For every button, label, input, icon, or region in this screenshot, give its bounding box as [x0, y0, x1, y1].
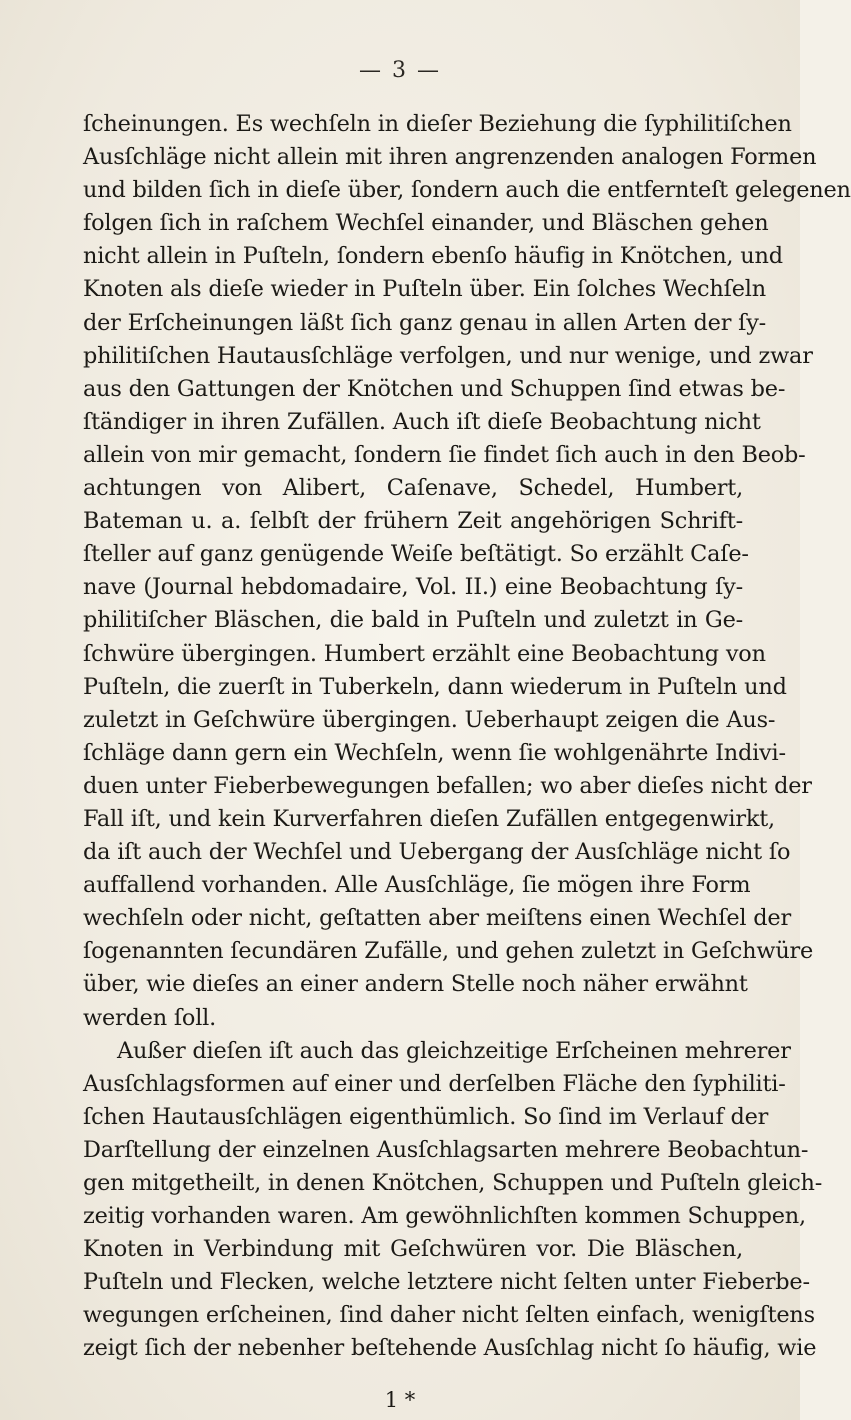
- text-line: der Erſcheinungen läßt ſich ganz genau in allen Arten der ſy-: [83, 309, 767, 336]
- text-line: über, wie dieſes an einer andern Stelle noch näher erwähnt: [83, 971, 748, 998]
- text-line: Knoten als dieſe wieder in Puſteln über. Ein ſolches Wechſeln: [83, 276, 766, 303]
- text-line: nave (Journal hebdomadaire, Vol. II.) eine Beobachtung ſy-: [83, 574, 743, 601]
- text-line: Bateman u. a. ſelbſt der frühern Zeit angehörigen Schrift-: [83, 508, 743, 535]
- text-line: Puſteln und Flecken, welche letztere nicht ſelten unter Fieberbe-: [83, 1269, 810, 1296]
- text-line: ſchen Hautausſchlägen eigenthümlich. So ſind im Verlauf der: [83, 1103, 769, 1130]
- text-line: wegungen erſcheinen, ſind daher nicht ſelten einfach, wenigſtens: [83, 1302, 815, 1329]
- text-line: allein von mir gemacht, ſondern ſie findet ſich auch in den Beob-: [83, 441, 806, 468]
- text-line: ſchwüre übergingen. Humbert erzählt eine Beobachtung von: [83, 640, 766, 667]
- text-line: achtungen von Alibert, Caſenave, Schedel, Humbert,: [83, 475, 743, 502]
- text-line: Ausſchläge nicht allein mit ihren angrenzenden analogen Formen: [83, 144, 817, 171]
- text-line: duen unter Fieberbewegungen befallen; wo aber dieſes nicht der: [83, 772, 812, 799]
- signature-mark: 1 *: [384, 1388, 416, 1412]
- text-line: da iſt auch der Wechſel und Uebergang der Ausſchläge nicht ſo: [83, 839, 791, 866]
- text-line: ſogenannten ſecundären Zufälle, und gehen zuletzt in Geſchwüre: [83, 938, 814, 965]
- text-line: Knoten in Verbindung mit Geſchwüren vor. Die Bläschen,: [83, 1236, 743, 1263]
- text-line: philitiſchen Hautausſchläge verfolgen, und nur wenige, und zwar: [83, 342, 813, 369]
- text-line: Fall iſt, und kein Kurverfahren dieſen Zufällen entgegenwirkt,: [83, 805, 775, 832]
- paragraph-start-line: Außer dieſen iſt auch das gleichzeitige Erſcheinen mehrerer: [117, 1037, 791, 1064]
- text-line: ſtändiger in ihren Zufällen. Auch iſt dieſe Beobachtung nicht: [83, 408, 761, 435]
- text-line: zuletzt in Geſchwüre übergingen. Ueberhaupt zeigen die Aus-: [83, 706, 776, 733]
- text-line: Puſteln, die zuerſt in Tuberkeln, dann wiederum in Puſteln und: [83, 673, 787, 700]
- text-line: nicht allein in Puſteln, ſondern ebenſo häufig in Knötchen, und: [83, 243, 783, 270]
- text-line: Ausſchlagsformen auf einer und derſelben Fläche den ſyphiliti-: [83, 1070, 786, 1097]
- text-line: Darſtellung der einzelnen Ausſchlagsarten mehrere Beobachtun-: [83, 1136, 809, 1163]
- text-line: aus den Gattungen der Knötchen und Schuppen ſind etwas be-: [83, 375, 786, 402]
- text-line: ſteller auf ganz genügende Weiſe beſtätigt. So erzählt Caſe-: [83, 541, 749, 568]
- text-line: ſcheinungen. Es wechſeln in dieſer Beziehung die ſyphilitiſchen: [83, 111, 792, 137]
- text-line: zeigt ſich der nebenher beſtehende Ausſchlag nicht ſo häufig, wie: [83, 1335, 817, 1362]
- text-line: und bilden ſich in dieſe über, ſondern auch die entfernteſt gelegenen: [83, 177, 851, 204]
- text-line: zeitig vorhanden waren. Am gewöhnlichſten kommen Schuppen,: [83, 1203, 806, 1230]
- text-line: gen mitgetheilt, in denen Knötchen, Schuppen und Puſteln gleich-: [83, 1170, 823, 1196]
- text-line: folgen ſich in raſchem Wechſel einander, und Bläschen gehen: [83, 210, 769, 237]
- text-line: wechſeln oder nicht, geſtatten aber meiſtens einen Wechſel der: [83, 905, 791, 932]
- body-text: [83, 108, 851, 1366]
- text-line: ſchläge dann gern ein Wechſeln, wenn ſie wohlgenährte Indivi-: [83, 739, 786, 766]
- text-line: auffallend vorhanden. Alle Ausſchläge, ſie mögen ihre Form: [83, 872, 751, 899]
- text-line: philitiſcher Bläschen, die bald in Puſteln und zuletzt in Ge-: [83, 607, 743, 634]
- paragraph-end-line: werden ſoll.: [83, 1004, 217, 1031]
- page-number: — 3 —: [359, 58, 441, 83]
